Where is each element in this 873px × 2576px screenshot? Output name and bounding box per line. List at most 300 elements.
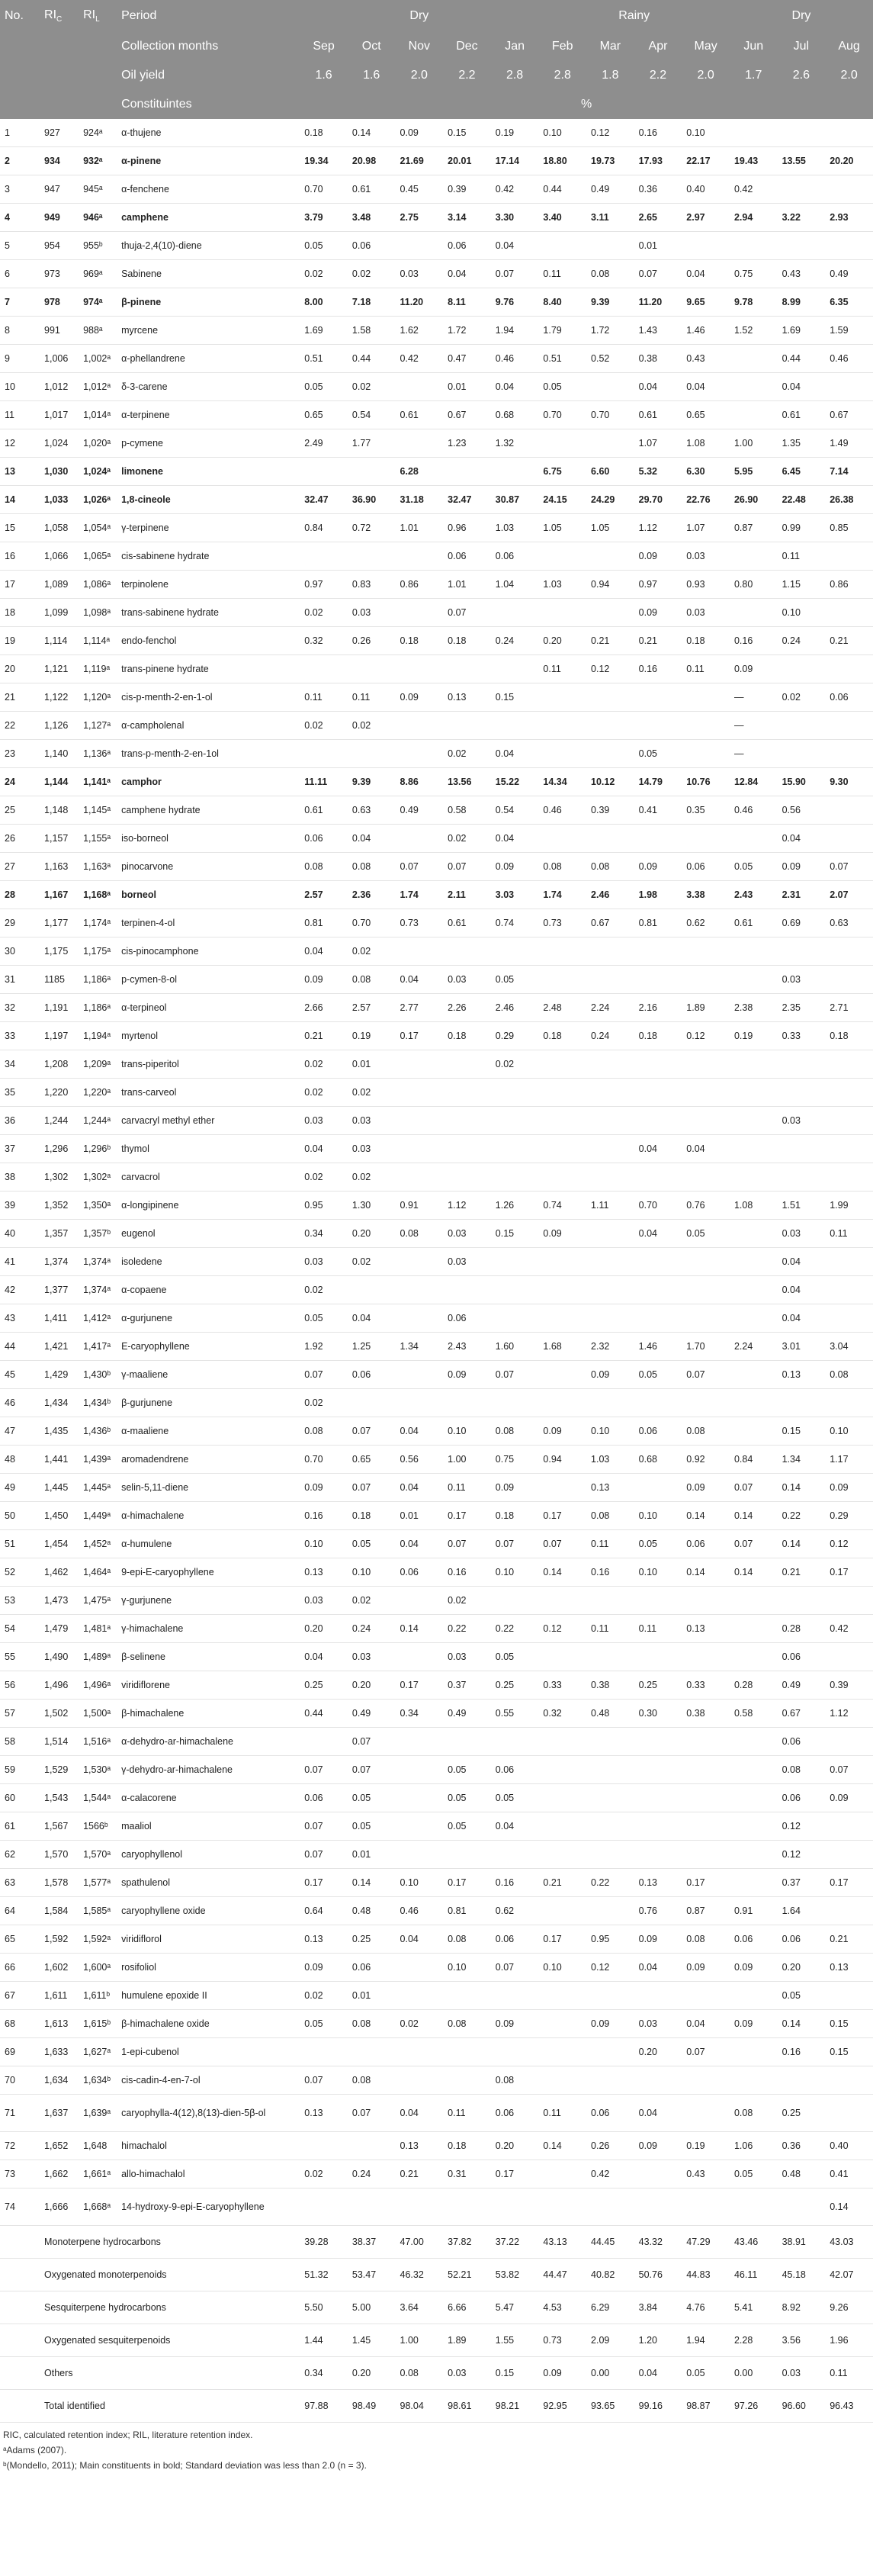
row-ric: 1,012 — [40, 373, 79, 401]
row-value: 0.06 — [586, 2095, 634, 2132]
row-value: 0.18 — [682, 627, 730, 655]
row-value: 0.13 — [300, 1925, 348, 1954]
row-value — [682, 1756, 730, 1784]
row-value — [396, 1784, 444, 1812]
row-value: 0.17 — [682, 1869, 730, 1897]
row-value: 2.49 — [300, 429, 348, 458]
row-value — [396, 937, 444, 966]
row-value — [443, 2038, 491, 2066]
row-ril: 969ᵃ — [79, 260, 117, 288]
month-cell: Sep — [300, 32, 348, 61]
row-value — [586, 740, 634, 768]
row-value: 0.04 — [348, 825, 396, 853]
row-value: 0.04 — [348, 1304, 396, 1333]
table-row — [0, 740, 873, 768]
summary-label: Total identified — [40, 2390, 300, 2423]
row-value: 0.10 — [443, 1417, 491, 1446]
row-value: 0.42 — [730, 175, 778, 204]
row-ric: 1,357 — [40, 1220, 79, 1248]
row-value: 0.07 — [300, 1361, 348, 1389]
row-compound-name: eugenol — [117, 1220, 300, 1248]
row-value — [538, 1135, 586, 1163]
row-value — [825, 966, 873, 994]
row-value: 2.46 — [586, 881, 634, 909]
summary-value: 0.08 — [396, 2357, 444, 2390]
row-value: 0.10 — [634, 1502, 682, 1530]
row-value: 0.12 — [538, 1615, 586, 1643]
summary-value: 98.21 — [491, 2390, 539, 2423]
row-value: 0.22 — [491, 1615, 539, 1643]
header-oil-yield-row — [0, 61, 873, 90]
row-value: 0.07 — [825, 853, 873, 881]
row-value: 2.43 — [730, 881, 778, 909]
row-value: 0.03 — [300, 1248, 348, 1276]
row-value: 0.20 — [491, 2132, 539, 2160]
row-compound-name: trans-p-menth-2-en-1ol — [117, 740, 300, 768]
row-value — [682, 966, 730, 994]
row-value: 0.05 — [443, 1756, 491, 1784]
row-value: 0.06 — [443, 1304, 491, 1333]
row-value: 0.05 — [682, 1220, 730, 1248]
row-value — [634, 1587, 682, 1615]
row-value: 0.06 — [491, 1756, 539, 1784]
row-value — [538, 2038, 586, 2066]
row-value: 0.19 — [682, 2132, 730, 2160]
row-value: 11.20 — [396, 288, 444, 317]
row-value: 0.31 — [443, 2160, 491, 2188]
row-value: 0.44 — [300, 1700, 348, 1728]
row-compound-name: Sabinene — [117, 260, 300, 288]
row-number: 59 — [0, 1756, 40, 1784]
row-value: 0.01 — [348, 1050, 396, 1079]
footnote: ᵇ(Mondello, 2011); Main constituents in bold; Standard deviation was less than 2.0 (n = 3). — [3, 2460, 367, 2471]
row-ric: 1,167 — [40, 881, 79, 909]
row-value: 0.21 — [634, 627, 682, 655]
collection-months-label: Collection months — [117, 32, 300, 61]
row-value: 17.14 — [491, 147, 539, 175]
row-number: 63 — [0, 1869, 40, 1897]
row-compound-name: isoledene — [117, 1248, 300, 1276]
row-value — [634, 1079, 682, 1107]
row-value: 0.34 — [396, 1700, 444, 1728]
row-value: 0.17 — [538, 1925, 586, 1954]
row-ric: 1,126 — [40, 712, 79, 740]
row-value: 2.26 — [443, 994, 491, 1022]
row-value: 0.10 — [300, 1530, 348, 1558]
row-value — [538, 1812, 586, 1841]
row-value: 0.04 — [778, 373, 826, 401]
row-value: 0.03 — [443, 1643, 491, 1671]
row-value: 1.46 — [682, 317, 730, 345]
row-value — [730, 1079, 778, 1107]
row-value: 0.13 — [682, 1615, 730, 1643]
row-value: 2.57 — [348, 994, 396, 1022]
row-value — [348, 2188, 396, 2226]
row-value — [538, 966, 586, 994]
row-value: 1.03 — [586, 1446, 634, 1474]
month-cell: Mar — [586, 32, 634, 61]
row-value: 0.06 — [778, 1925, 826, 1954]
row-value: 6.28 — [396, 458, 444, 486]
row-value: 0.81 — [300, 909, 348, 937]
row-value: 0.04 — [396, 966, 444, 994]
row-compound-name: myrcene — [117, 317, 300, 345]
row-compound-name: thuja-2,4(10)-diene — [117, 232, 300, 260]
row-ric: 1,662 — [40, 2160, 79, 2188]
row-value: 0.06 — [778, 1643, 826, 1671]
row-value — [778, 1163, 826, 1192]
row-value: 0.04 — [634, 1954, 682, 1982]
row-value: 0.04 — [634, 2095, 682, 2132]
row-value — [396, 1079, 444, 1107]
summary-value: 0.15 — [491, 2357, 539, 2390]
row-ril: 1,464ᵃ — [79, 1558, 117, 1587]
table-row — [0, 2066, 873, 2095]
row-value: 0.07 — [443, 853, 491, 881]
row-value — [491, 1107, 539, 1135]
row-value: 0.43 — [682, 2160, 730, 2188]
row-value: 6.35 — [825, 288, 873, 317]
summary-value: 1.94 — [682, 2324, 730, 2357]
row-number: 32 — [0, 994, 40, 1022]
row-ric: 1,514 — [40, 1728, 79, 1756]
row-ric: 1,570 — [40, 1841, 79, 1869]
row-value — [730, 345, 778, 373]
row-value: 0.02 — [348, 1587, 396, 1615]
row-ric: 1,030 — [40, 458, 79, 486]
row-value: 0.09 — [634, 542, 682, 571]
table-row — [0, 966, 873, 994]
row-value: 0.24 — [348, 2160, 396, 2188]
row-value — [491, 1276, 539, 1304]
row-value — [538, 2188, 586, 2226]
header-no: No. — [0, 0, 40, 32]
row-value — [682, 2066, 730, 2095]
row-value — [586, 1784, 634, 1812]
row-value: 2.24 — [730, 1333, 778, 1361]
row-value: 0.02 — [348, 1163, 396, 1192]
row-value: 0.07 — [491, 1530, 539, 1558]
row-ric: 1,208 — [40, 1050, 79, 1079]
row-value: 18.80 — [538, 147, 586, 175]
row-ric: 1,191 — [40, 994, 79, 1022]
summary-value: 5.50 — [300, 2291, 348, 2324]
row-value: 2.97 — [682, 204, 730, 232]
row-value — [491, 1304, 539, 1333]
row-value: 0.21 — [586, 627, 634, 655]
row-ric: 1,175 — [40, 937, 79, 966]
row-value: 0.09 — [300, 966, 348, 994]
row-value — [730, 1050, 778, 1079]
row-ric: 1,421 — [40, 1333, 79, 1361]
row-ril: 1,570ᵃ — [79, 1841, 117, 1869]
row-value: 0.61 — [443, 909, 491, 937]
row-value: 0.05 — [443, 1812, 491, 1841]
row-value — [825, 937, 873, 966]
row-value: 1.79 — [538, 317, 586, 345]
oil-yield-cell: 2.2 — [443, 61, 491, 90]
row-value — [634, 966, 682, 994]
row-value — [825, 1276, 873, 1304]
month-cell: Aug — [825, 32, 873, 61]
oil-yield-cell: 2.8 — [538, 61, 586, 90]
row-compound-name: trans-pinene hydrate — [117, 655, 300, 683]
row-value: 0.11 — [634, 1615, 682, 1643]
row-value: 0.42 — [586, 2160, 634, 2188]
row-value: 0.08 — [682, 1925, 730, 1954]
row-value — [396, 1756, 444, 1784]
row-number: 45 — [0, 1361, 40, 1389]
table-row — [0, 1163, 873, 1192]
row-compound-name: spathulenol — [117, 1869, 300, 1897]
row-value — [443, 2066, 491, 2095]
row-value: 0.29 — [491, 1022, 539, 1050]
row-value: 1.15 — [778, 571, 826, 599]
row-value: 0.06 — [443, 542, 491, 571]
row-value — [730, 1361, 778, 1389]
row-value: 0.04 — [634, 1135, 682, 1163]
row-value — [634, 1784, 682, 1812]
row-value — [825, 175, 873, 204]
row-value — [586, 1728, 634, 1756]
row-value: 0.09 — [538, 1220, 586, 1248]
row-value: 0.02 — [348, 260, 396, 288]
month-cell: Jun — [730, 32, 778, 61]
row-value: 0.09 — [682, 1474, 730, 1502]
row-value — [825, 373, 873, 401]
row-value — [491, 599, 539, 627]
row-value — [730, 966, 778, 994]
table-row — [0, 1897, 873, 1925]
row-value: 0.08 — [348, 853, 396, 881]
row-value: 6.30 — [682, 458, 730, 486]
row-value: 0.09 — [491, 1474, 539, 1502]
row-value — [730, 1587, 778, 1615]
row-value: 0.48 — [778, 2160, 826, 2188]
row-value: 0.05 — [538, 373, 586, 401]
row-value — [586, 1276, 634, 1304]
row-compound-name: α-gurjunene — [117, 1304, 300, 1333]
row-value — [682, 1982, 730, 2010]
row-value: 0.11 — [538, 260, 586, 288]
row-value: 0.15 — [825, 2038, 873, 2066]
row-value: 0.10 — [491, 1558, 539, 1587]
row-number: 52 — [0, 1558, 40, 1587]
row-value: 0.41 — [634, 796, 682, 825]
row-value: 6.45 — [778, 458, 826, 486]
row-value: 0.01 — [634, 232, 682, 260]
row-ril: 1,648 — [79, 2132, 117, 2160]
row-value: 0.38 — [682, 1700, 730, 1728]
table-row — [0, 1022, 873, 1050]
row-value: 1.43 — [634, 317, 682, 345]
row-ril: 1,186ᵃ — [79, 994, 117, 1022]
row-value: 0.28 — [730, 1671, 778, 1700]
row-value — [825, 232, 873, 260]
row-value: 0.06 — [730, 1925, 778, 1954]
row-value — [396, 740, 444, 768]
row-number: 69 — [0, 2038, 40, 2066]
table-row — [0, 1050, 873, 1079]
row-value: 2.94 — [730, 204, 778, 232]
row-compound-name: camphene — [117, 204, 300, 232]
row-value: 5.95 — [730, 458, 778, 486]
row-value — [825, 119, 873, 147]
row-value — [300, 458, 348, 486]
row-value: 0.04 — [778, 1276, 826, 1304]
row-value: 0.03 — [443, 1248, 491, 1276]
row-value — [730, 1417, 778, 1446]
row-ric: 1185 — [40, 966, 79, 994]
row-value — [634, 1841, 682, 1869]
row-value: 0.28 — [778, 1615, 826, 1643]
row-value — [778, 1389, 826, 1417]
row-value — [396, 599, 444, 627]
summary-row — [0, 2390, 873, 2423]
row-value: 0.16 — [778, 2038, 826, 2066]
row-value: 0.04 — [491, 232, 539, 260]
row-value: 31.18 — [396, 486, 444, 514]
row-value — [538, 1248, 586, 1276]
summary-value: 5.00 — [348, 2291, 396, 2324]
row-ril: 945ᵃ — [79, 175, 117, 204]
table-row — [0, 1728, 873, 1756]
row-value — [586, 937, 634, 966]
row-ric: 1,445 — [40, 1474, 79, 1502]
row-value: 1.58 — [348, 317, 396, 345]
row-compound-name: α-maaliene — [117, 1417, 300, 1446]
table-row — [0, 2132, 873, 2160]
month-cell: Jul — [778, 32, 826, 61]
row-value: 0.17 — [300, 1869, 348, 1897]
summary-value: 98.87 — [682, 2390, 730, 2423]
row-value: 1.05 — [586, 514, 634, 542]
row-value: 15.22 — [491, 768, 539, 796]
row-value: 0.02 — [491, 1050, 539, 1079]
summary-label: Monoterpene hydrocarbons — [40, 2226, 300, 2259]
row-value — [396, 1841, 444, 1869]
row-compound-name: humulene epoxide II — [117, 1982, 300, 2010]
row-value — [538, 1050, 586, 1079]
row-compound-name: viridiflorene — [117, 1671, 300, 1700]
row-value: 0.05 — [634, 1361, 682, 1389]
row-ril: 1,194ᵃ — [79, 1022, 117, 1050]
row-value — [730, 1135, 778, 1163]
month-cell: Feb — [538, 32, 586, 61]
row-value: 0.03 — [778, 1107, 826, 1135]
row-value — [730, 1220, 778, 1248]
row-value: 1.51 — [778, 1192, 826, 1220]
row-value: 0.09 — [634, 1925, 682, 1954]
row-value — [396, 712, 444, 740]
row-ric: 949 — [40, 204, 79, 232]
row-value: 0.11 — [538, 655, 586, 683]
row-value: 0.02 — [348, 712, 396, 740]
row-number: 39 — [0, 1192, 40, 1220]
row-value: 0.08 — [682, 1417, 730, 1446]
row-value: 0.62 — [682, 909, 730, 937]
row-value: 0.43 — [682, 345, 730, 373]
row-value: 0.10 — [586, 1417, 634, 1446]
row-compound-name: α-terpineol — [117, 994, 300, 1022]
row-value: 0.62 — [491, 1897, 539, 1925]
row-value: 0.46 — [396, 1897, 444, 1925]
row-value: 0.32 — [538, 1700, 586, 1728]
row-value: 0.07 — [348, 1728, 396, 1756]
row-ril: 1,600ᵃ — [79, 1954, 117, 1982]
row-value — [825, 796, 873, 825]
row-value: 0.18 — [396, 627, 444, 655]
summary-value: 1.20 — [634, 2324, 682, 2357]
summary-value: 43.46 — [730, 2226, 778, 2259]
summary-label: Others — [40, 2357, 300, 2390]
row-ril: 1,417ᵃ — [79, 1333, 117, 1361]
row-ric: 1,602 — [40, 1954, 79, 1982]
row-value: 0.08 — [491, 2066, 539, 2095]
row-value: 0.12 — [586, 655, 634, 683]
row-ril: 1,445ᵃ — [79, 1474, 117, 1502]
row-number: 47 — [0, 1417, 40, 1446]
row-value — [348, 542, 396, 571]
row-value: 0.49 — [396, 796, 444, 825]
row-value: 1.25 — [348, 1333, 396, 1361]
row-value: 0.21 — [396, 2160, 444, 2188]
row-value — [730, 1276, 778, 1304]
row-number: 18 — [0, 599, 40, 627]
row-value: 0.75 — [730, 260, 778, 288]
row-compound-name: caryophyllene oxide — [117, 1897, 300, 1925]
row-ril: 955ᵇ — [79, 232, 117, 260]
table-row — [0, 1643, 873, 1671]
row-value — [586, 1841, 634, 1869]
row-value: 0.40 — [682, 175, 730, 204]
summary-row — [0, 2357, 873, 2390]
row-ric: 1,302 — [40, 1163, 79, 1192]
row-ril: 1,350ᵃ — [79, 1192, 117, 1220]
row-value: 0.22 — [586, 1869, 634, 1897]
header-season-row — [0, 0, 873, 32]
table-row — [0, 1107, 873, 1135]
row-value — [825, 655, 873, 683]
row-value: 9.76 — [491, 288, 539, 317]
row-value: 0.08 — [730, 2095, 778, 2132]
row-value: 0.02 — [300, 1079, 348, 1107]
row-number: 35 — [0, 1079, 40, 1107]
row-value: 0.06 — [396, 1558, 444, 1587]
row-ril: 1,374ᵃ — [79, 1276, 117, 1304]
row-ril: 1,668ᵃ — [79, 2188, 117, 2226]
row-ril: 1,186ᵃ — [79, 966, 117, 994]
row-value: 0.03 — [348, 1643, 396, 1671]
row-value: 0.11 — [443, 2095, 491, 2132]
row-value: 1.35 — [778, 429, 826, 458]
row-value: 0.05 — [300, 1304, 348, 1333]
summary-value: 8.92 — [778, 2291, 826, 2324]
row-value: 0.02 — [300, 2160, 348, 2188]
row-value: 0.09 — [300, 1474, 348, 1502]
row-value: 0.02 — [300, 599, 348, 627]
row-ril: 1,014ᵃ — [79, 401, 117, 429]
table-row — [0, 2160, 873, 2188]
row-ril: 1,611ᵇ — [79, 1982, 117, 2010]
summary-value: 43.03 — [825, 2226, 873, 2259]
row-value: 0.25 — [300, 1671, 348, 1700]
row-value: 0.06 — [443, 232, 491, 260]
row-value — [396, 1248, 444, 1276]
row-ric: 1,454 — [40, 1530, 79, 1558]
row-ril: 1,430ᵇ — [79, 1361, 117, 1389]
row-value: 0.63 — [348, 796, 396, 825]
